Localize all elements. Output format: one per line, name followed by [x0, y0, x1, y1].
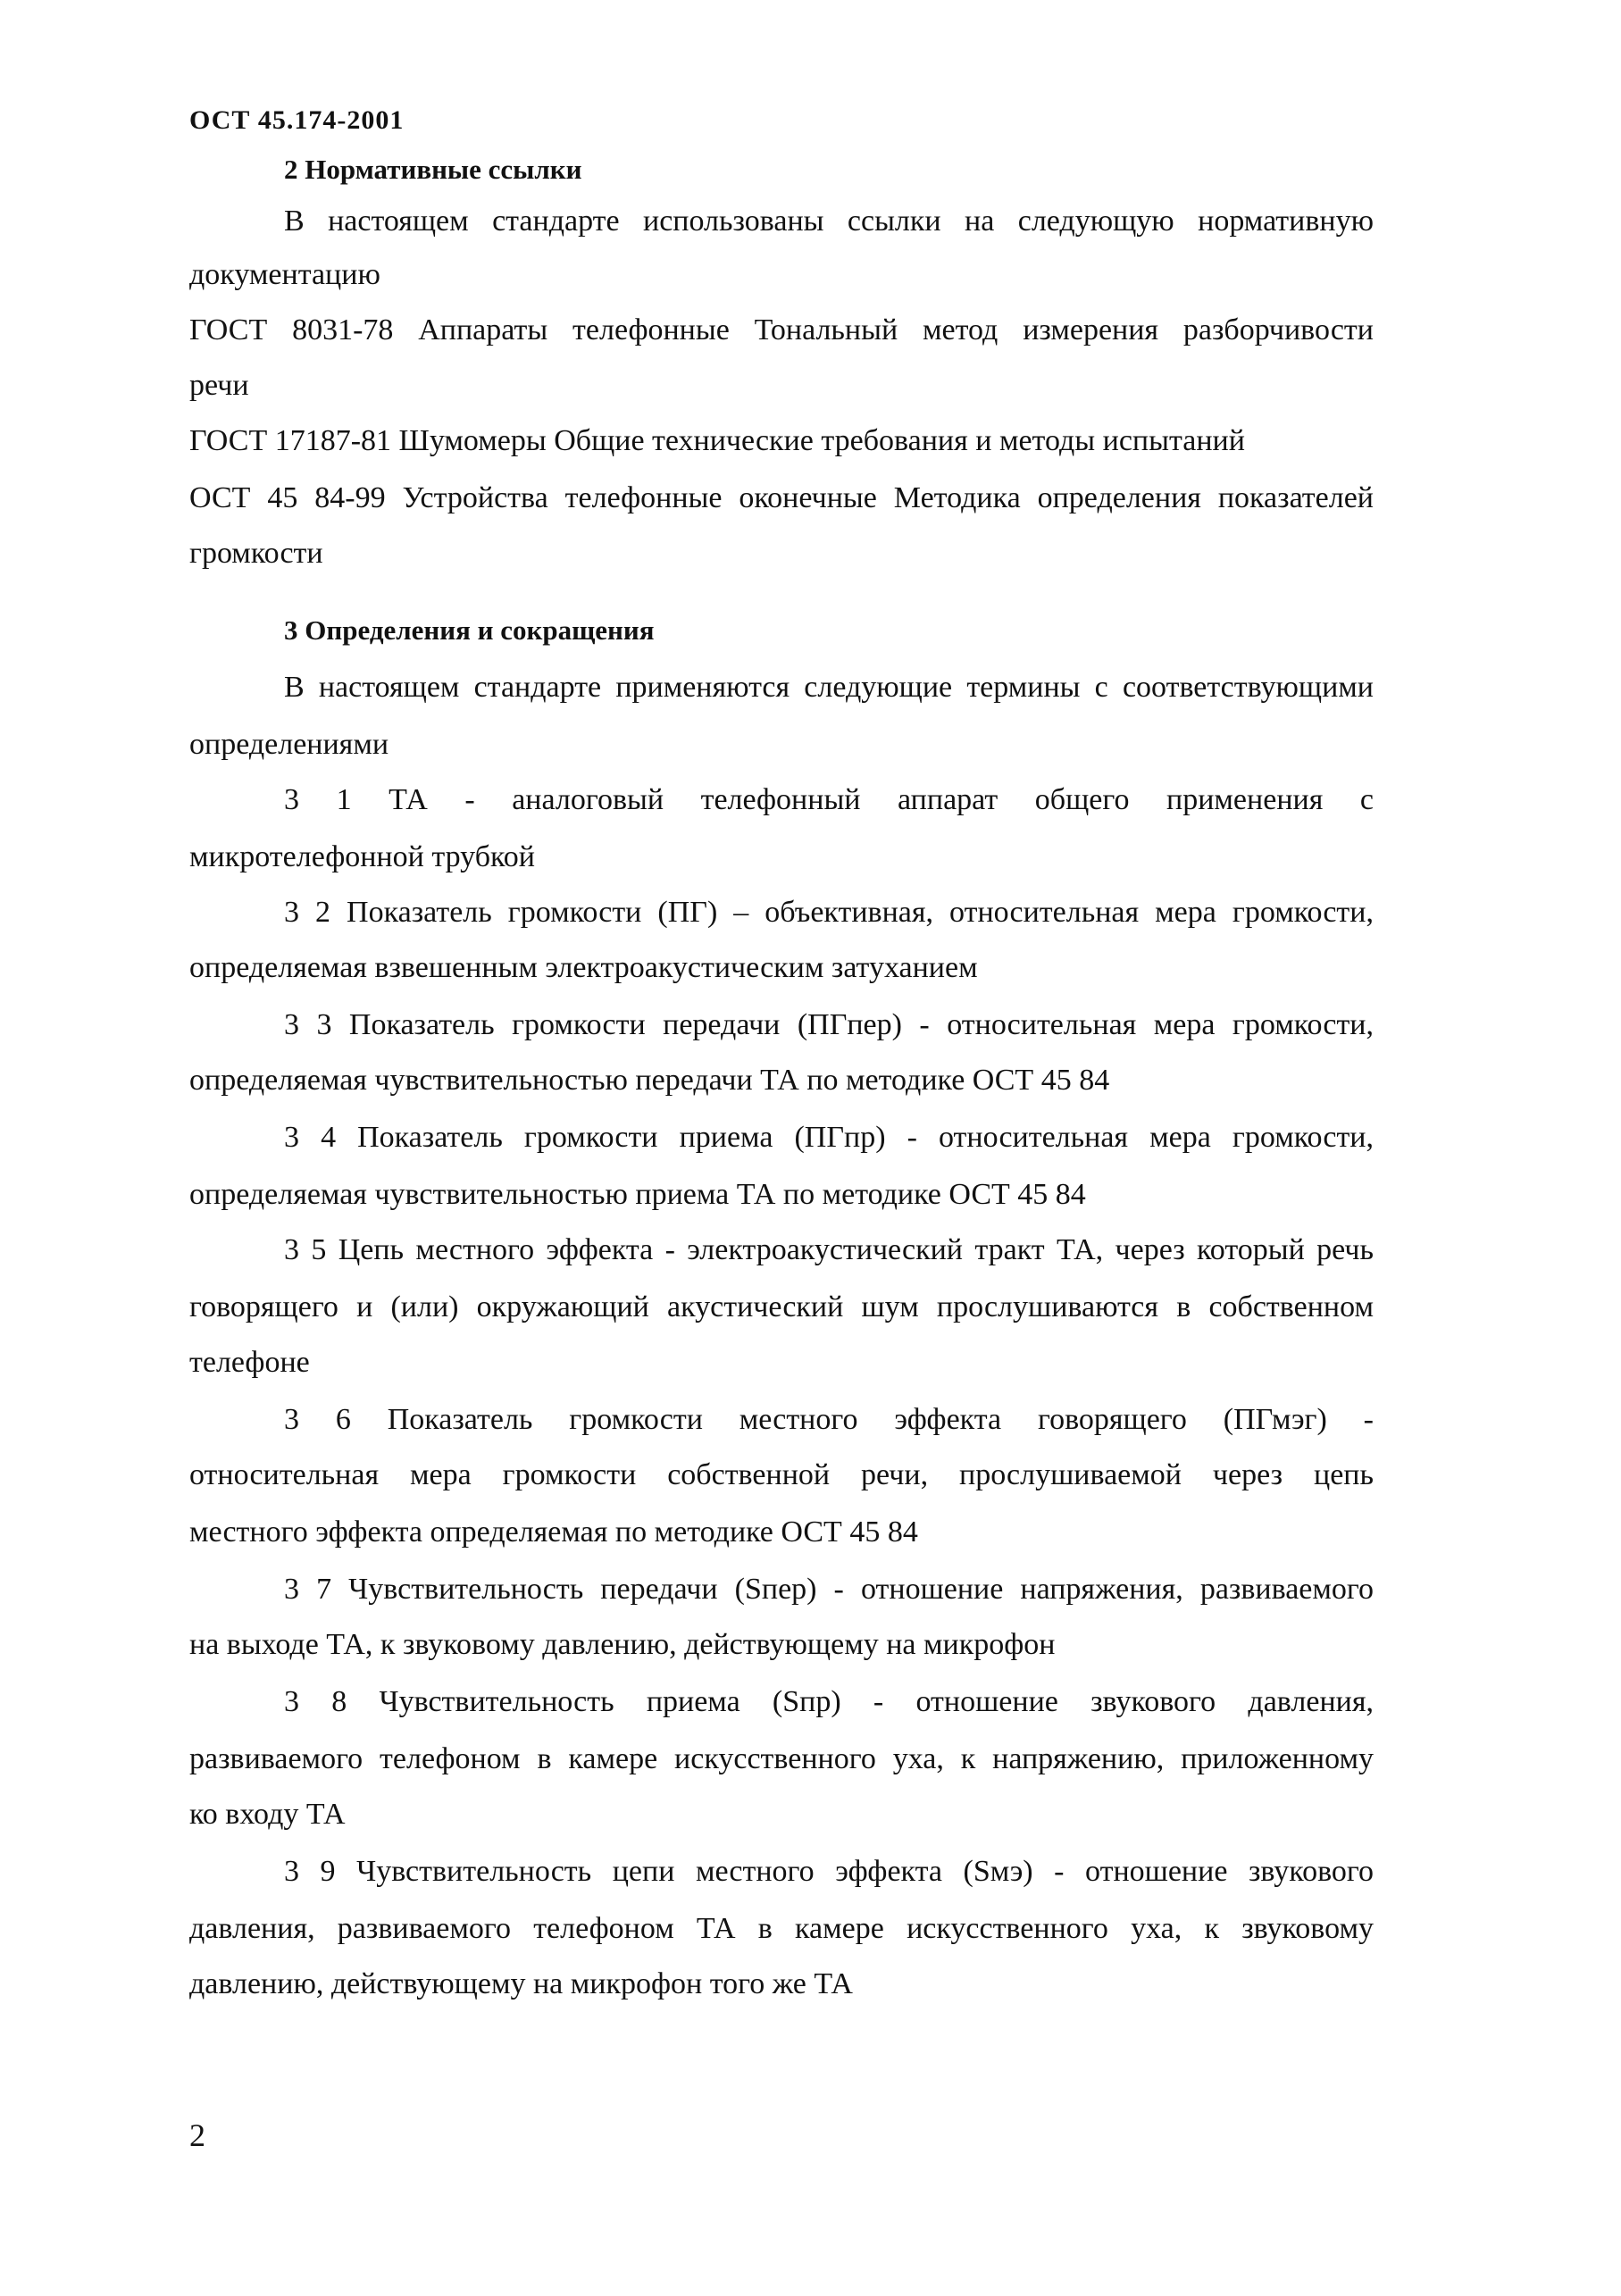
definition-line: 3 1 ТА - аналоговый телефонный аппарат общего применения с: [284, 783, 1374, 816]
reference-line: ГОСТ 8031-78 Аппараты телефонные Тональный метод измерения разборчивости: [189, 313, 1374, 346]
definition-line: 3 6 Показатель громкости местного эффекта говорящего (ПГмэг) -: [284, 1403, 1374, 1436]
paragraph-line: В настоящем стандарте использованы ссылки на следующую нормативную: [284, 205, 1374, 238]
definition-line: местного эффекта определяемая по методике ОСТ 45 84: [189, 1515, 918, 1549]
reference-line: речи: [189, 369, 249, 402]
reference-line: громкости: [189, 537, 323, 570]
paragraph-line: определениями: [189, 728, 389, 761]
definition-line: ко входу ТА: [189, 1798, 346, 1831]
definition-line: давления, развиваемого телефоном ТА в камере искусственного уха, к звуковому: [189, 1912, 1374, 1945]
definition-line: телефоне: [189, 1346, 310, 1379]
definition-line: определяемая чувствительностью приема ТА по методике ОСТ 45 84: [189, 1178, 1086, 1211]
definition-line: 3 4 Показатель громкости приема (ПГпр) - относительная мера громкости,: [284, 1121, 1374, 1154]
definition-line: говорящего и (или) окружающий акустический шум прослушиваются в собственном: [189, 1290, 1374, 1323]
definition-line: 3 3 Показатель громкости передачи (ПГпер) - относительная мера громкости,: [284, 1008, 1374, 1041]
document-code: ОСТ 45.174-2001: [189, 105, 405, 135]
section-title-definitions: 3 Определения и сокращения: [284, 614, 655, 646]
definition-line: давлению, действующему на микрофон того же ТА: [189, 1967, 853, 2000]
reference-line: ГОСТ 17187-81 Шумомеры Общие технические требования и методы испытаний: [189, 424, 1245, 457]
page-number: 2: [189, 2117, 205, 2153]
definition-line: 3 5 Цепь местного эффекта - электроакустический тракт ТА, через который речь: [284, 1233, 1374, 1266]
definition-line: 3 9 Чувствительность цепи местного эффекта (Sмэ) - отношение звукового: [284, 1855, 1374, 1888]
definition-line: определяемая взвешенным электроакустическим затуханием: [189, 951, 978, 984]
definition-line: 3 2 Показатель громкости (ПГ) – объективная, относительная мера громкости,: [284, 896, 1374, 929]
definition-line: 3 8 Чувствительность приема (Sпр) - отношение звукового давления,: [284, 1685, 1374, 1718]
paragraph-line: В настоящем стандарте применяются следующие термины с соответствующими: [284, 671, 1374, 704]
reference-line: ОСТ 45 84-99 Устройства телефонные оконечные Методика определения показателей: [189, 481, 1374, 514]
definition-line: на выходе ТА, к звуковому давлению, действующему на микрофон: [189, 1628, 1056, 1661]
paragraph-line: документацию: [189, 258, 380, 291]
section-title-references: 2 Нормативные ссылки: [284, 154, 582, 185]
definition-line: развиваемого телефоном в камере искусственного уха, к напряжению, приложенному: [189, 1742, 1374, 1775]
definition-line: 3 7 Чувствительность передачи (Sпер) - отношение напряжения, развиваемого: [284, 1573, 1374, 1606]
definition-line: микротелефонной трубкой: [189, 840, 535, 873]
definition-line: определяемая чувствительностью передачи ТА по методике ОСТ 45 84: [189, 1064, 1110, 1097]
definition-line: относительная мера громкости собственной речи, прослушиваемой через цепь: [189, 1458, 1374, 1491]
